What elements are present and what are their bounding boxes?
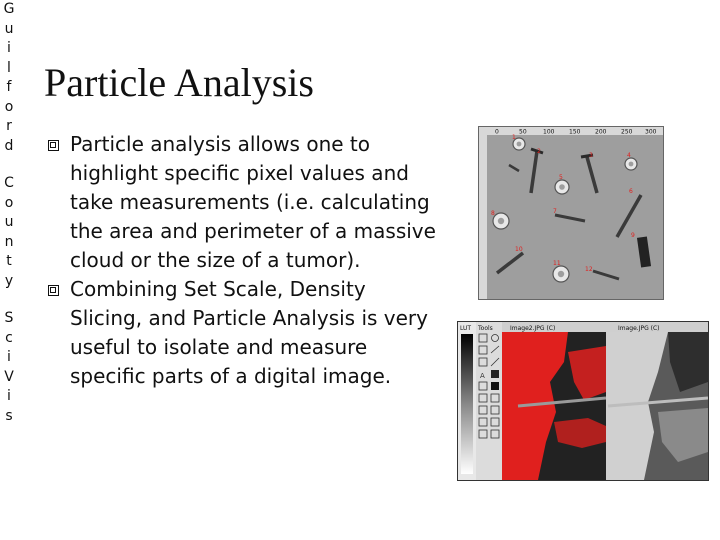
tools-label: Tools xyxy=(478,325,493,332)
sidebar-vertical-text xyxy=(0,0,18,540)
sidebar-letter: G xyxy=(3,1,15,17)
square-bullet-icon xyxy=(48,285,59,296)
sidebar-letter: s xyxy=(5,407,13,424)
particle-number: 2 xyxy=(537,148,541,155)
particle-number: 3 xyxy=(589,152,593,159)
sidebar-letter: o xyxy=(4,98,14,115)
particle-number: 1 xyxy=(512,134,516,141)
bullet-item xyxy=(46,130,438,275)
ruler-label: 100 xyxy=(543,128,555,136)
sidebar-letter: i xyxy=(7,388,11,404)
sidebar-letter: n xyxy=(4,233,14,250)
ruler-label: 0 xyxy=(495,128,499,136)
particle-number: 5 xyxy=(559,174,563,181)
particle-analysis-image xyxy=(478,126,664,300)
bullet-text: Particle analysis allows one to highlight specific pixel values and take measurements (i.e. calculating the area and perimeter of a massive cloud or the size of a tumor). xyxy=(70,132,436,272)
imagej-scene xyxy=(458,322,708,480)
image2-title: Image2.JPG (C) xyxy=(510,325,556,332)
sidebar-letter: S xyxy=(4,310,14,326)
particle-number: 8 xyxy=(491,210,495,217)
lut-gradient xyxy=(461,334,473,474)
particle-number: 4 xyxy=(627,152,631,159)
bullet-list xyxy=(46,130,438,391)
particle-number: 7 xyxy=(553,208,557,215)
sidebar-letter: u xyxy=(4,214,14,230)
slide-title: Particle Analysis xyxy=(44,60,314,105)
sidebar-letter: d xyxy=(4,137,14,154)
image-title: Image.JPG (C) xyxy=(618,325,660,332)
svg-text:A: A xyxy=(480,372,485,380)
particle-number: 12 xyxy=(585,266,593,273)
sidebar-letter: r xyxy=(6,118,12,134)
imagej-density-slice-screenshot xyxy=(457,321,709,481)
sidebar-letter: i xyxy=(7,40,11,56)
sidebar-letter: l xyxy=(7,59,11,76)
sidebar-letter: C xyxy=(4,175,14,191)
sidebar-letter: u xyxy=(4,20,14,37)
sidebar-letter: y xyxy=(4,272,14,289)
sidebar-letter: o xyxy=(4,194,14,211)
ruler-label: 250 xyxy=(621,128,633,136)
sidebar-letter: i xyxy=(7,349,11,365)
particle-number: 10 xyxy=(515,246,523,253)
bullet-text: Combining Set Scale, Density Slicing, and Particle Analysis is very useful to isolate and measure specific parts of a digital image. xyxy=(70,277,428,388)
particle-number: 9 xyxy=(631,232,635,239)
ruler-label: 150 xyxy=(569,128,581,136)
bullet-item xyxy=(46,275,438,391)
sidebar-letter: V xyxy=(4,368,14,385)
particle-number: 6 xyxy=(629,188,633,195)
sidebar-letter: c xyxy=(5,329,13,346)
sidebar-letter: f xyxy=(6,79,12,95)
lut-label: LUT xyxy=(460,325,472,332)
ruler-label: 50 xyxy=(519,128,527,136)
sidebar-letter: t xyxy=(6,253,12,269)
ruler-label: 300 xyxy=(645,128,657,136)
square-bullet-icon xyxy=(48,140,59,151)
particle-scene xyxy=(479,127,663,299)
ruler-label: 200 xyxy=(595,128,607,136)
particle-number: 11 xyxy=(553,260,561,267)
